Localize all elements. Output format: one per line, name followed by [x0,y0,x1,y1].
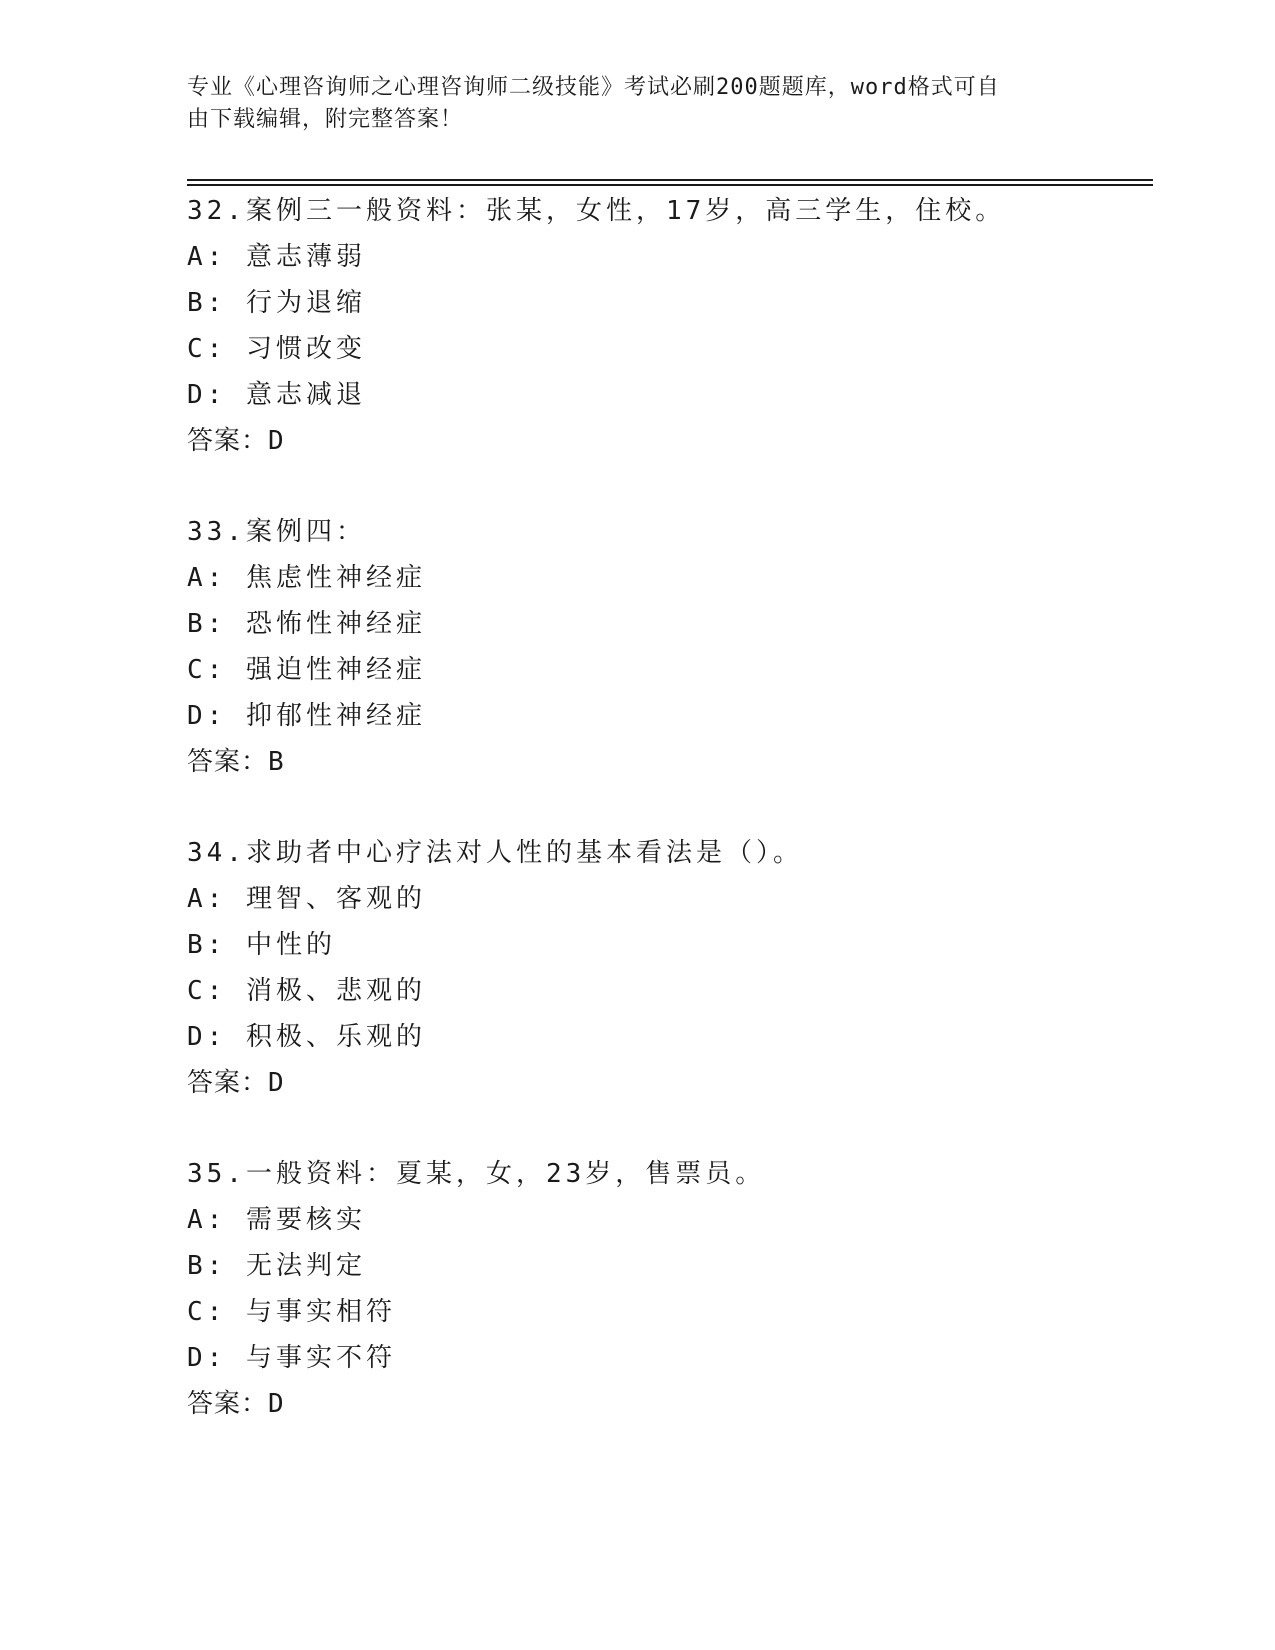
header-divider-bottom [187,184,1153,186]
option-d [187,1014,1167,1060]
option-label: B: [187,288,227,318]
option-label: A: [187,1205,227,1235]
question-list [187,188,1167,1472]
option-d [187,1335,1167,1381]
header-divider-top [187,179,1153,181]
option-text: 中性的 [245,930,336,960]
question-stem: 34.求助者中心疗法对人性的基本看法是（）。 [187,838,803,868]
option-label: C: [187,976,227,1006]
option-text: 理智、客观的 [245,884,426,914]
answer-line [187,1060,1167,1106]
option-text: 与事实不符 [245,1343,396,1373]
option-b [187,1243,1167,1289]
header-line-2: 由下载编辑，附完整答案！ [187,107,464,132]
question-35 [187,1151,1167,1427]
option-c [187,1289,1167,1335]
option-a [187,234,1167,280]
option-label: A: [187,563,227,593]
option-label: C: [187,334,227,364]
option-a [187,555,1167,601]
option-text: 需要核实 [245,1205,366,1235]
option-text: 抑郁性神经症 [245,701,426,731]
option-d [187,693,1167,739]
option-text: 恐怖性神经症 [245,609,426,639]
option-label: B: [187,609,227,639]
option-b [187,280,1167,326]
question-34 [187,830,1167,1106]
answer-value: D [268,426,285,456]
answer-line [187,739,1167,785]
question-33 [187,509,1167,785]
answer-label: 答案： [187,747,269,777]
option-text: 意志薄弱 [245,242,366,272]
question-stem: 35.一般资料：夏某，女，23岁，售票员。 [187,1159,766,1189]
option-text: 积极、乐观的 [245,1022,426,1052]
answer-value: D [268,1389,285,1419]
option-label: C: [187,1297,227,1327]
answer-line [187,1381,1167,1427]
option-text: 焦虑性神经症 [245,563,426,593]
option-d [187,372,1167,418]
option-b [187,601,1167,647]
answer-label: 答案： [187,1068,269,1098]
option-text: 意志减退 [245,380,366,410]
option-text: 习惯改变 [245,334,366,364]
answer-value: B [268,747,285,777]
answer-label: 答案： [187,1389,269,1419]
option-label: D: [187,1343,227,1373]
option-b [187,922,1167,968]
option-label: B: [187,1251,227,1281]
option-a [187,1197,1167,1243]
option-label: D: [187,701,227,731]
option-c [187,647,1167,693]
option-text: 强迫性神经症 [245,655,426,685]
option-label: A: [187,242,227,272]
option-label: C: [187,655,227,685]
option-label: B: [187,930,227,960]
option-text: 与事实相符 [245,1297,396,1327]
option-text: 行为退缩 [245,288,366,318]
document-header [187,72,1067,136]
header-line-1: 专业《心理咨询师之心理咨询师二级技能》考试必刷200题题库，word格式可自 [187,75,1000,100]
option-c [187,326,1167,372]
option-text: 无法判定 [245,1251,366,1281]
answer-value: D [268,1068,285,1098]
answer-label: 答案： [187,426,269,456]
option-c [187,968,1167,1014]
question-32 [187,188,1167,464]
option-label: D: [187,380,227,410]
answer-line [187,418,1167,464]
option-label: D: [187,1022,227,1052]
question-stem: 33.案例四： [187,517,366,547]
option-label: A: [187,884,227,914]
question-stem: 32.案例三一般资料：张某，女性，17岁，高三学生，住校。 [187,196,1006,226]
option-text: 消极、悲观的 [245,976,426,1006]
option-a [187,876,1167,922]
